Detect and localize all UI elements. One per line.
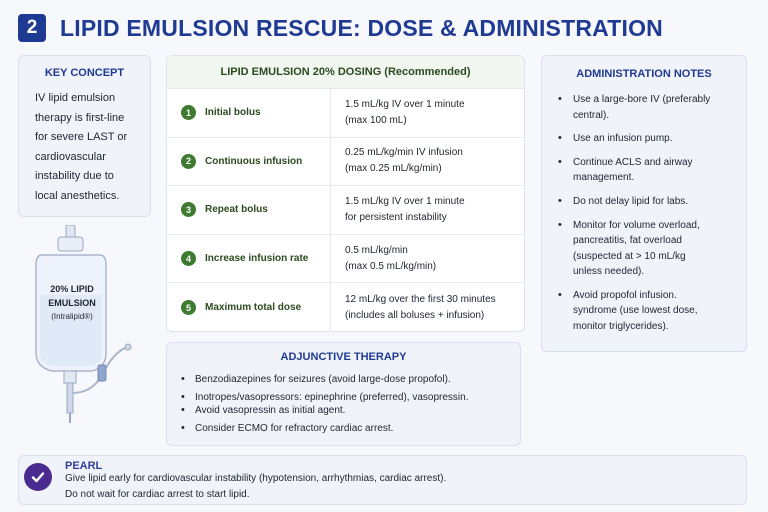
table-row — [167, 89, 524, 138]
key-concept-title: KEY CONCEPT — [44, 67, 125, 79]
administration-notes-title: ADMINISTRATION NOTES — [576, 68, 712, 80]
list-item — [556, 194, 736, 210]
dose-step-label: Repeat bolus — [205, 204, 268, 216]
dosing-table-title: LIPID EMULSION 20% DOSING (Recommended) — [167, 56, 524, 89]
list-item — [556, 155, 736, 186]
list-item-line: (suspected at > 10 mL/kg — [573, 250, 686, 262]
key-concept-line: instability due to — [35, 170, 114, 182]
pearl-card — [18, 455, 747, 505]
list-item-line: • Use a large-bore IV (preferably — [573, 94, 711, 105]
adjunctive-therapy-card — [166, 342, 521, 446]
step-number-badge: 1 — [181, 105, 196, 120]
table-row — [167, 186, 524, 235]
key-concept-text — [35, 89, 147, 206]
checkmark-icon-glyph — [30, 469, 46, 485]
list-item-line: • Continue ACLS and airway — [573, 156, 693, 168]
page-header — [18, 12, 663, 44]
dosing-table-card — [166, 55, 525, 332]
step-number-badge: 5 — [181, 300, 196, 315]
iv-bag-label-line: 20% LIPID — [50, 284, 94, 294]
adjunctive-therapy-title: ADJUNCTIVE THERAPY — [280, 351, 407, 363]
list-item-line: management. — [573, 172, 635, 184]
table-row — [167, 138, 524, 187]
iv-bag-brand: (Intralipid®) — [51, 312, 93, 321]
dose-value-line: 12 mL/kg over the first 30 minutes — [345, 293, 496, 305]
dose-step-label: Continuous infusion — [205, 155, 303, 167]
iv-bag-illustration — [22, 225, 132, 425]
adjunctive-therapy-list — [179, 373, 520, 435]
dose-value — [345, 194, 520, 226]
list-item-line: central). — [573, 109, 610, 121]
step-number-badge: 2 — [181, 154, 196, 169]
key-concept-card — [18, 55, 151, 217]
column-divider — [330, 89, 331, 137]
list-item — [556, 218, 736, 280]
column-divider — [330, 138, 331, 186]
page-title: LIPID EMULSION RESCUE: DOSE & ADMINISTRATION — [60, 14, 663, 41]
iv-bag-label-line: EMULSION — [48, 298, 96, 308]
list-item-line: • Monitor for volume overload, — [573, 219, 700, 231]
iv-bag-icon — [22, 225, 132, 425]
step-number-badge: 3 — [181, 202, 196, 217]
list-item-line: • Do not delay lipid for labs. — [573, 196, 689, 208]
column-divider — [330, 283, 331, 332]
column-divider — [330, 186, 331, 234]
list-item: • Inotropes/vasopressors: epinephrine (preferred), vasopressin. — [179, 391, 520, 404]
list-item: • Consider ECMO for refractory cardiac arrest. — [179, 422, 520, 435]
dose-value-line: (max 0.5 mL/kg/min) — [345, 260, 437, 272]
dose-value — [345, 292, 520, 324]
list-item: • Avoid vasopressin as initial agent. — [179, 404, 520, 417]
list-item-line: syndrome (use lowest dose, — [573, 305, 698, 317]
section-number-badge: 2 — [18, 14, 46, 42]
key-concept-line: therapy is first-line — [35, 111, 125, 124]
list-item: • Benzodiazepines for seizures (avoid large-dose propofol). — [179, 373, 520, 386]
list-item — [556, 131, 736, 147]
list-item — [556, 288, 736, 335]
list-item-line: unless needed). — [573, 266, 645, 278]
table-row — [167, 283, 524, 332]
dose-step-label: Increase infusion rate — [205, 253, 309, 265]
pearl-title: PEARL — [65, 460, 103, 472]
key-concept-line: local anesthetics. — [35, 189, 120, 202]
administration-notes-card — [541, 55, 747, 352]
column-divider — [330, 235, 331, 283]
checkmark-icon — [24, 463, 52, 491]
dose-value-line: 1.5 mL/kg IV over 1 minute — [345, 98, 465, 110]
list-item — [556, 92, 736, 123]
pearl-text-line: Give lipid early for cardiovascular instability (hypotension, arrhythmias, cardiac arrest). — [65, 473, 447, 484]
list-item-line: • Use an infusion pump. — [573, 133, 673, 145]
dose-value-line: 1.5 mL/kg IV over 1 minute — [345, 195, 465, 207]
dose-value-line: (max 0.25 mL/kg/min) — [345, 163, 442, 175]
dose-value — [345, 145, 520, 177]
dose-value-line: for persistent instability — [345, 211, 447, 223]
dose-value-line: (includes all boluses + infusion) — [345, 309, 485, 321]
table-row — [167, 235, 524, 284]
iv-bag-label — [36, 282, 108, 324]
dose-value-line: (max 100 mL) — [345, 114, 407, 126]
dose-step-label: Maximum total dose — [205, 302, 302, 314]
list-item-line: • Avoid propofol infusion. — [573, 289, 677, 301]
dose-value-line: 0.25 mL/kg/min IV infusion — [345, 147, 463, 159]
dose-value — [345, 97, 520, 129]
list-item-line: pancreatitis, fat overload — [573, 235, 682, 247]
key-concept-line: cardiovascular — [35, 150, 106, 163]
key-concept-line: for severe LAST or — [35, 131, 128, 143]
list-item-line: monitor triglycerides). — [573, 320, 669, 332]
dose-value — [345, 243, 520, 275]
dose-value-line: 0.5 mL/kg/min — [345, 244, 408, 256]
step-number-badge: 4 — [181, 251, 196, 266]
dose-step-label: Initial bolus — [205, 107, 261, 119]
pearl-text-line: Do not wait for cardiac arrest to start lipid. — [65, 489, 250, 500]
administration-notes-list — [556, 92, 736, 334]
key-concept-line: IV lipid emulsion — [35, 92, 116, 104]
